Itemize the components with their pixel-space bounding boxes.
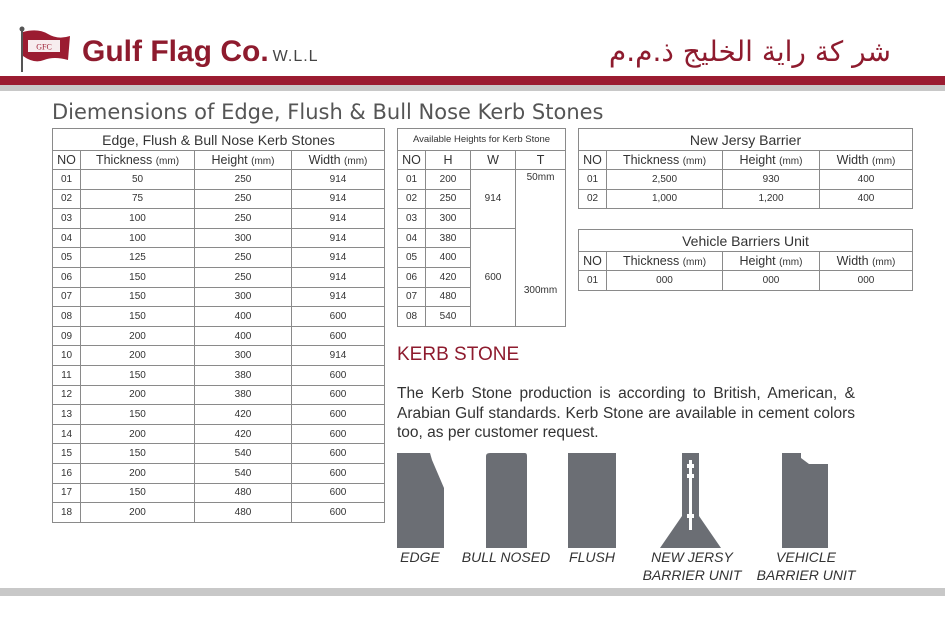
cell-h: 420 (426, 267, 471, 287)
company-name-text: Gulf Flag Co. (82, 35, 269, 68)
table-row (53, 228, 385, 248)
cell-height: 000 (723, 271, 820, 291)
company-suffix: W.L.L (272, 48, 319, 65)
header-height: Height (mm) (195, 151, 292, 170)
table-row (579, 271, 913, 291)
cell-width: 000 (820, 271, 913, 291)
cell-no: 04 (398, 228, 426, 248)
cell-h: 480 (426, 287, 471, 307)
cell-no: 06 (53, 267, 81, 287)
cell-width: 914 (292, 346, 385, 366)
cell-no: 07 (398, 287, 426, 307)
flush-shape-icon (568, 453, 616, 548)
cell-no: 01 (579, 271, 607, 291)
cell-width: 400 (820, 170, 913, 190)
table-row (53, 483, 385, 503)
shape-label-bull-nosed: BULL NOSED (461, 549, 551, 565)
cell-height: 420 (195, 424, 292, 444)
cell-width: 600 (292, 424, 385, 444)
table-row (53, 346, 385, 366)
heights-table-body (398, 170, 566, 327)
heights-table-caption: Available Heights for Kerb Stone (398, 129, 566, 151)
cell-height: 420 (195, 405, 292, 425)
cell-h: 540 (426, 307, 471, 327)
cell-no: 16 (53, 463, 81, 483)
company-name-arabic: شر كة راية الخليج ذ.م.م (608, 35, 891, 68)
cell-thickness: 150 (81, 483, 195, 503)
vehicle-barrier-shape-icon (782, 453, 828, 548)
shape-label-new-jersey: NEW JERSY BARRIER UNIT (642, 549, 742, 583)
table-row (53, 170, 385, 190)
table-row (53, 248, 385, 268)
cell-no: 01 (579, 170, 607, 190)
table-row (53, 424, 385, 444)
header-no: NO (398, 151, 426, 170)
header-no: NO (579, 151, 607, 170)
cell-width: 914 (292, 209, 385, 229)
available-heights-table (397, 128, 566, 327)
new-jersey-barrier-shape-icon (660, 453, 721, 548)
cell-thickness: 200 (81, 385, 195, 405)
header-thickness: Thickness (mm) (81, 151, 195, 170)
header-band-red (0, 76, 945, 85)
cell-no: 07 (53, 287, 81, 307)
header-height: Height (mm) (723, 252, 820, 271)
cell-no: 01 (398, 170, 426, 190)
kerb-stones-table (52, 128, 385, 523)
shape-label-flush: FLUSH (569, 549, 615, 565)
new-jersey-barrier-table (578, 128, 913, 209)
header-w: W (471, 151, 516, 170)
new-jersey-caption: New Jersy Barrier (579, 129, 913, 151)
page-title: Diemensions of Edge, Flush & Bull Nose Kerb Stones (52, 100, 604, 124)
table-row (53, 444, 385, 464)
cell-thickness: 200 (81, 346, 195, 366)
cell-height: 300 (195, 228, 292, 248)
header-no: NO (579, 252, 607, 271)
shape-label-edge: EDGE (400, 549, 440, 565)
cell-thickness: 75 (81, 189, 195, 209)
header-width: Width (mm) (820, 252, 913, 271)
cell-thickness: 150 (81, 267, 195, 287)
table-row (53, 287, 385, 307)
cell-width: 914 (292, 287, 385, 307)
cell-height: 480 (195, 503, 292, 523)
cell-height: 300 (195, 346, 292, 366)
cell-width: 600 (292, 385, 385, 405)
kerb-shapes-illustration (396, 450, 836, 550)
table-row (53, 365, 385, 385)
kerb-table-body (53, 170, 385, 523)
header-no: NO (53, 151, 81, 170)
cell-width: 600 (292, 307, 385, 327)
cell-no: 10 (53, 346, 81, 366)
cell-thickness: 200 (81, 424, 195, 444)
cell-width: 914 (292, 267, 385, 287)
cell-thickness: 2,500 (607, 170, 723, 190)
header-band-grey (0, 85, 945, 91)
edge-shape-icon (397, 453, 444, 548)
header-height: Height (mm) (723, 151, 820, 170)
header-thickness: Thickness (mm) (607, 252, 723, 271)
table-row (53, 503, 385, 523)
cell-thickness: 100 (81, 228, 195, 248)
cell-no: 08 (398, 307, 426, 327)
cell-width: 600 (292, 463, 385, 483)
cell-thickness: 1,000 (607, 189, 723, 209)
header-thickness: Thickness (mm) (607, 151, 723, 170)
cell-no: 01 (53, 170, 81, 190)
cell-height: 540 (195, 463, 292, 483)
cell-t (516, 170, 566, 327)
vehicle-barriers-caption: Vehicle Barriers Unit (579, 230, 913, 252)
cell-no: 12 (53, 385, 81, 405)
table-row (53, 463, 385, 483)
cell-no: 14 (53, 424, 81, 444)
company-name (82, 35, 319, 69)
cell-no: 02 (398, 189, 426, 209)
cell-height: 930 (723, 170, 820, 190)
header-t: T (516, 151, 566, 170)
header-width: Width (mm) (292, 151, 385, 170)
table-row (53, 267, 385, 287)
cell-thickness: 000 (607, 271, 723, 291)
cell-width: 600 (292, 405, 385, 425)
kerb-stone-heading: KERB STONE (397, 344, 520, 365)
cell-height: 380 (195, 385, 292, 405)
new-jersey-table-body (579, 170, 913, 209)
flag-logo-icon (18, 26, 72, 72)
footer-band (0, 588, 945, 596)
cell-no: 05 (53, 248, 81, 268)
cell-height: 300 (195, 287, 292, 307)
cell-no: 02 (579, 189, 607, 209)
cell-h: 200 (426, 170, 471, 190)
cell-thickness: 50 (81, 170, 195, 190)
cell-w: 600 (471, 228, 516, 326)
cell-height: 1,200 (723, 189, 820, 209)
bull-nosed-shape-icon (486, 453, 527, 548)
table-row (53, 405, 385, 425)
cell-thickness: 150 (81, 287, 195, 307)
cell-thickness: 200 (81, 326, 195, 346)
cell-no: 08 (53, 307, 81, 327)
cell-width: 600 (292, 326, 385, 346)
cell-height: 250 (195, 267, 292, 287)
cell-no: 03 (53, 209, 81, 229)
cell-width: 600 (292, 365, 385, 385)
shape-label-vehicle-barrier: VEHICLE BARRIER UNIT (756, 549, 856, 583)
logo-lettering: GFC (36, 42, 52, 52)
table-row (53, 326, 385, 346)
cell-thickness: 100 (81, 209, 195, 229)
table-row (579, 170, 913, 190)
cell-no: 18 (53, 503, 81, 523)
cell-w: 914 (471, 170, 516, 229)
cell-h: 380 (426, 228, 471, 248)
table-row (53, 385, 385, 405)
cell-height: 380 (195, 365, 292, 385)
cell-no: 05 (398, 248, 426, 268)
cell-width: 600 (292, 444, 385, 464)
cell-thickness: 150 (81, 307, 195, 327)
header-h: H (426, 151, 471, 170)
cell-h: 250 (426, 189, 471, 209)
cell-no: 11 (53, 365, 81, 385)
table-row (53, 307, 385, 327)
t-value-top: 50mm (526, 172, 555, 183)
cell-no: 09 (53, 326, 81, 346)
cell-no: 13 (53, 405, 81, 425)
cell-height: 480 (195, 483, 292, 503)
cell-width: 914 (292, 228, 385, 248)
cell-height: 400 (195, 307, 292, 327)
cell-height: 250 (195, 248, 292, 268)
t-value-bottom: 300mm (523, 285, 558, 296)
header-width: Width (mm) (820, 151, 913, 170)
cell-height: 540 (195, 444, 292, 464)
cell-thickness: 200 (81, 463, 195, 483)
kerb-table-caption: Edge, Flush & Bull Nose Kerb Stones (53, 129, 385, 151)
cell-h: 400 (426, 248, 471, 268)
table-row (579, 189, 913, 209)
cell-width: 914 (292, 248, 385, 268)
cell-thickness: 150 (81, 405, 195, 425)
cell-no: 17 (53, 483, 81, 503)
cell-height: 250 (195, 170, 292, 190)
table-row (53, 209, 385, 229)
kerb-stone-description: The Kerb Stone production is according to British, American, & Arabian Gulf standards. Kerb Stone are available in cement colors too, as per customer request. (397, 385, 855, 441)
cell-thickness: 200 (81, 503, 195, 523)
vehicle-barriers-table (578, 229, 913, 291)
cell-thickness: 125 (81, 248, 195, 268)
cell-no: 02 (53, 189, 81, 209)
header (0, 0, 945, 78)
cell-thickness: 150 (81, 444, 195, 464)
cell-no: 06 (398, 267, 426, 287)
cell-h: 300 (426, 209, 471, 229)
cell-width: 914 (292, 189, 385, 209)
cell-no: 03 (398, 209, 426, 229)
cell-width: 600 (292, 483, 385, 503)
cell-height: 250 (195, 189, 292, 209)
cell-width: 400 (820, 189, 913, 209)
table-row (53, 189, 385, 209)
cell-no: 15 (53, 444, 81, 464)
vehicle-barriers-table-body (579, 271, 913, 291)
cell-height: 400 (195, 326, 292, 346)
cell-no: 04 (53, 228, 81, 248)
cell-width: 914 (292, 170, 385, 190)
cell-thickness: 150 (81, 365, 195, 385)
cell-height: 250 (195, 209, 292, 229)
cell-width: 600 (292, 503, 385, 523)
